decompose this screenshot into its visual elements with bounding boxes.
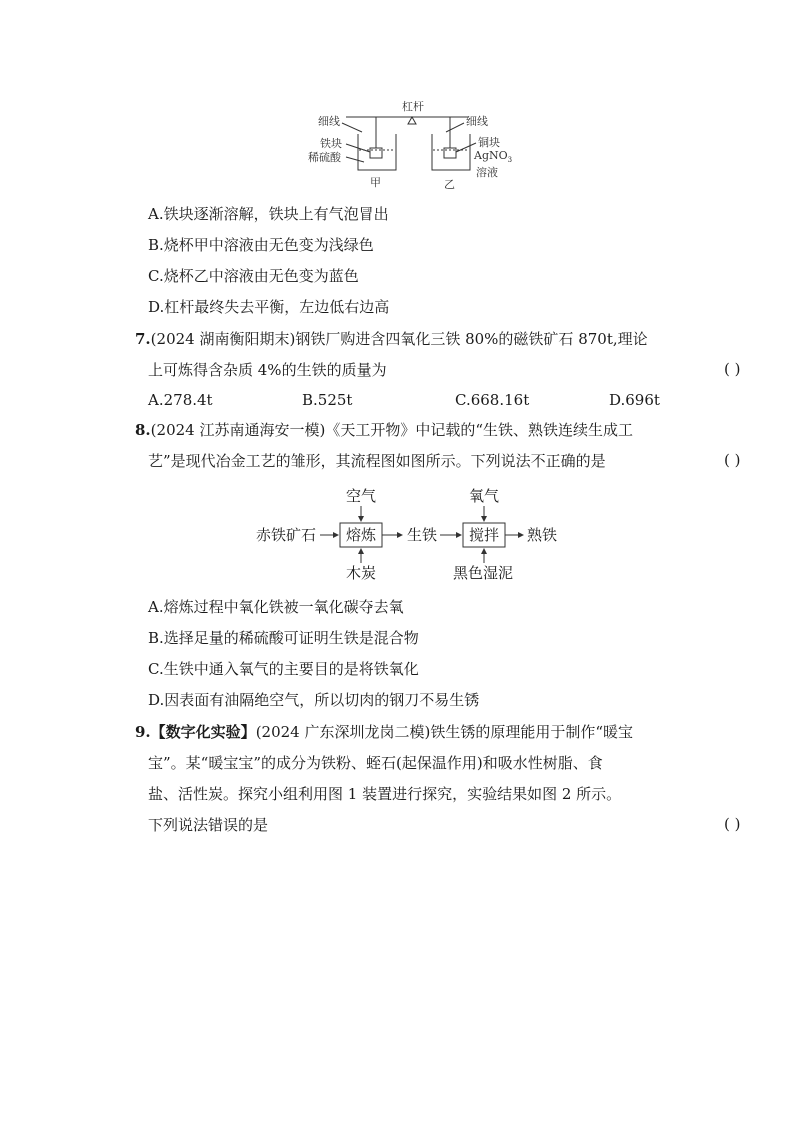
q7-answer-paren: ( ) [724, 360, 741, 378]
q8-option-d: D.因表面有油隔绝空气，所以切肉的钢刀不易生锈 [148, 691, 480, 709]
q7-stem-line1: 7.(2024 湖南衡阳期末)钢铁厂购进含四氧化三铁 80%的磁铁矿石 870t,理论 [135, 330, 648, 348]
q9-answer-paren: ( ) [724, 815, 741, 833]
q7-option-d: D.696t [609, 391, 660, 409]
q7-option-c: C.668.16t [455, 391, 530, 409]
q9-stem-line4: 下列说法错误的是 [148, 816, 269, 834]
q7-option-a: A.278.4t [148, 391, 213, 409]
q7-option-b: B.525t [302, 391, 353, 409]
q8-option-b: B.选择足量的稀硫酸可证明生铁是混合物 [148, 629, 419, 647]
q9-tag: 【数字化实验】 [150, 723, 256, 741]
beaker-right [432, 134, 470, 170]
q8-answer-paren: ( ) [724, 451, 741, 469]
left-thread-label: 细线 [318, 115, 340, 128]
q8-option-c: C.生铁中通入氧气的主要目的是将铁氧化 [148, 660, 419, 678]
smelt-label: 熔炼 [346, 526, 377, 544]
dilute-acid-label: 稀硫酸 [308, 151, 341, 164]
oxygen-label: 氧气 [469, 487, 500, 505]
q6-option-b: B.烧杯甲中溶液由无色变为浅绿色 [148, 236, 374, 254]
fulcrum-icon [408, 117, 416, 124]
ore-label: 赤铁矿石 [256, 526, 317, 544]
q9-stem-line2: 宝”。某“暖宝宝”的成分为铁粉、蛭石(起保温作用)和吸水性树脂、食 [148, 754, 603, 772]
wrought-iron-label: 熟铁 [527, 526, 558, 544]
iron-making-flowchart [250, 484, 570, 584]
lever-beaker-figure [296, 96, 516, 192]
q9-stem-line1: 9.【数字化实验】(2024 广东深圳龙岗二模)铁生锈的原理能用于制作“暖宝 [135, 723, 634, 741]
lever-label: 杠杆 [402, 100, 424, 113]
q8-stem-line2: 艺”是现代冶金工艺的雏形，其流程图如图所示。下列说法不正确的是 [148, 452, 606, 470]
q9-number: 9. [135, 723, 151, 741]
agno3-label: AgNO$_3$ [474, 149, 513, 164]
charcoal-label: 木炭 [346, 564, 377, 582]
beaker-b-label: 乙 [444, 178, 455, 191]
air-label: 空气 [346, 487, 377, 505]
black-mud-label: 黑色湿泥 [453, 564, 514, 582]
iron-block-label: 铁块 [320, 137, 342, 150]
beaker-left [358, 134, 396, 170]
q9-stem-line3: 盐、活性炭。探究小组利用图 1 装置进行探究，实验结果如图 2 所示。 [148, 785, 622, 803]
q8-stem-line1: 8.(2024 江苏南通海安一模)《天工开物》中记载的“生铁、熟铁连续生成工 [135, 421, 633, 439]
copper-block-label: 铜块 [478, 136, 500, 149]
q8-number: 8. [135, 421, 151, 439]
q7-stem-line2: 上可炼得含杂质 4%的生铁的质量为 [148, 361, 387, 379]
q6-option-c: C.烧杯乙中溶液由无色变为蓝色 [148, 267, 359, 285]
q6-option-d: D.杠杆最终失去平衡，左边低右边高 [148, 298, 390, 316]
solution-label: 溶液 [476, 166, 498, 179]
pig-iron-label: 生铁 [407, 526, 438, 544]
right-thread-label: 细线 [466, 115, 488, 128]
q8-option-a: A.熔炼过程中氧化铁被一氧化碳夺去氧 [148, 598, 404, 616]
q7-number: 7. [135, 330, 151, 348]
q6-option-a: A.铁块逐渐溶解，铁块上有气泡冒出 [148, 205, 389, 223]
stir-label: 搅拌 [469, 526, 500, 544]
beaker-a-label: 甲 [370, 176, 381, 189]
